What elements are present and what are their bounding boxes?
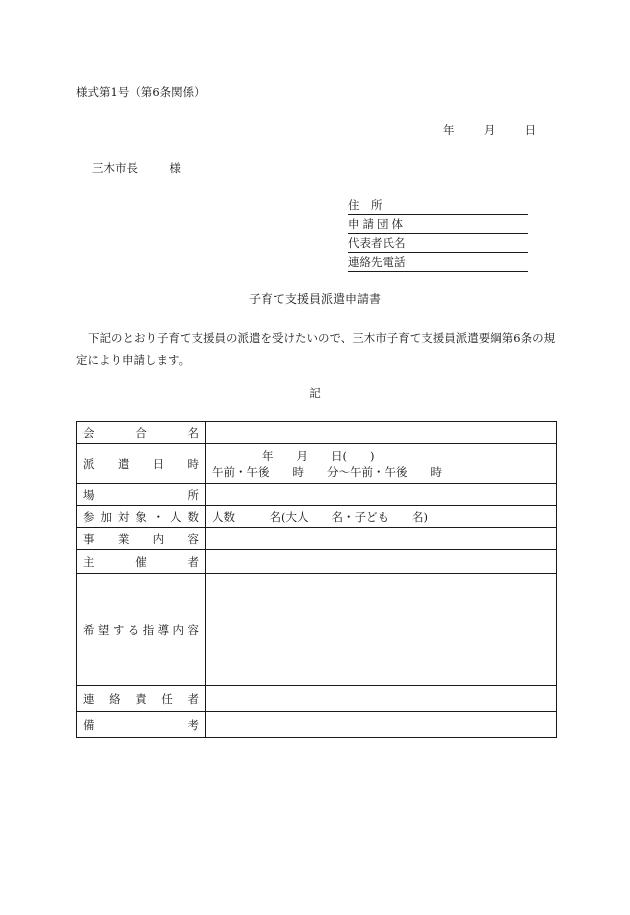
date-year: 年 (443, 123, 455, 137)
label-char: 業 (117, 531, 130, 546)
addressee (92, 160, 181, 176)
date-day: 日 (524, 123, 537, 137)
label-char: 数 (187, 509, 199, 524)
label-char: 場 (83, 487, 95, 502)
label-char: 内 (152, 531, 165, 546)
label-char: 催 (135, 554, 147, 569)
label-text (83, 509, 199, 525)
applicant-phone-field[interactable] (348, 253, 528, 272)
label-char: 希 (83, 622, 95, 637)
label-text (83, 425, 199, 441)
label-char: 事 (83, 531, 95, 546)
label-text (83, 531, 199, 547)
document-title: 子育て支援員派遣申請書 (248, 292, 381, 306)
label-char: 時 (187, 456, 199, 471)
table-row (77, 712, 557, 738)
row-label-contact-person (77, 686, 206, 712)
applicant-block (348, 196, 528, 272)
form-number: 様式第1号（第6条関係） (76, 85, 206, 99)
row-value-participants[interactable]: 人数 名(大人 名・子ども 名) (206, 506, 557, 528)
addressee-honorific: 様 (169, 161, 181, 175)
row-label-remarks (77, 712, 206, 738)
label-char: る (127, 622, 140, 637)
application-table (76, 421, 557, 738)
label-char: ・ (152, 509, 165, 524)
table-row (77, 422, 557, 444)
row-value-requested-guidance[interactable] (206, 574, 557, 686)
row-label-project-content (77, 528, 206, 550)
row-label-location (77, 484, 206, 506)
row-value-location[interactable] (206, 484, 557, 506)
label-text (83, 622, 199, 638)
label-char: 派 (83, 456, 95, 471)
label-text (83, 691, 199, 707)
table-row (77, 528, 557, 550)
addressee-name: 三木市長 (92, 161, 138, 175)
row-label-dispatch-datetime (77, 444, 206, 484)
date-line (443, 122, 536, 138)
label-text (83, 487, 199, 503)
label-char: 備 (83, 717, 95, 732)
label-char: 絡 (109, 691, 121, 706)
table-row (77, 574, 557, 686)
row-label-organizer (77, 550, 206, 574)
date-month: 月 (483, 123, 496, 137)
label-char: 望 (97, 622, 110, 637)
label-char: 連 (83, 691, 95, 706)
row-value-dispatch-datetime[interactable] (206, 444, 557, 484)
label-char: 指 (142, 622, 155, 637)
label-char: 所 (187, 487, 199, 502)
label-char: 考 (187, 717, 199, 732)
label-char: 日 (152, 456, 165, 471)
row-value-meeting-name[interactable] (206, 422, 557, 444)
row-label-participants (77, 506, 206, 528)
applicant-address-field[interactable] (348, 196, 528, 215)
label-char: 会 (83, 425, 95, 440)
applicant-organization-label: 申請団体 (348, 217, 406, 231)
label-char: す (112, 622, 125, 637)
label-char: 遣 (117, 456, 130, 471)
label-char: 象 (135, 509, 147, 524)
label-char: 導 (157, 622, 170, 637)
label-char: 主 (83, 554, 95, 569)
label-text (83, 456, 199, 472)
label-char: 任 (161, 691, 173, 706)
row-value-remarks[interactable] (206, 712, 557, 738)
label-char: 容 (187, 531, 199, 546)
label-char: 名 (187, 425, 199, 440)
label-char: 容 (187, 622, 199, 637)
label-text (83, 717, 199, 733)
table-row (77, 550, 557, 574)
row-value-project-content[interactable] (206, 528, 557, 550)
table-row (77, 686, 557, 712)
applicant-phone-label: 連絡先電話 (348, 255, 406, 269)
label-char: 責 (135, 691, 147, 706)
label-text (83, 554, 199, 570)
applicant-representative-label: 代表者氏名 (348, 236, 406, 250)
schedule-time-line: 午前・午後 時 分～午前・午後 時 (212, 464, 442, 479)
label-char: 者 (187, 554, 199, 569)
table-row (77, 484, 557, 506)
label-char: 参 (83, 509, 95, 524)
applicant-organization-field[interactable] (348, 215, 528, 234)
label-char: 者 (187, 691, 199, 706)
label-char: 合 (135, 425, 147, 440)
row-value-contact-person[interactable] (206, 686, 557, 712)
applicant-representative-field[interactable] (348, 234, 528, 253)
row-value-organizer[interactable] (206, 550, 557, 574)
table-row (77, 506, 557, 528)
label-char: 対 (117, 509, 130, 524)
applicant-address-label: 住 所 (348, 198, 383, 212)
table-row (77, 444, 557, 484)
label-char: 人 (170, 509, 182, 524)
schedule-date-line: 年 月 日( ) (262, 448, 375, 463)
label-char: 加 (100, 509, 112, 524)
ki-heading: 記 (309, 386, 321, 400)
row-label-requested-guidance (77, 574, 206, 686)
body-text: 下記のとおり子育て支援員の派遣を受けたいので、三木市子育て支援員派遣要綱第6条の規定により申請します。 (76, 331, 556, 367)
row-label-meeting-name (77, 422, 206, 444)
label-char: 内 (172, 622, 185, 637)
